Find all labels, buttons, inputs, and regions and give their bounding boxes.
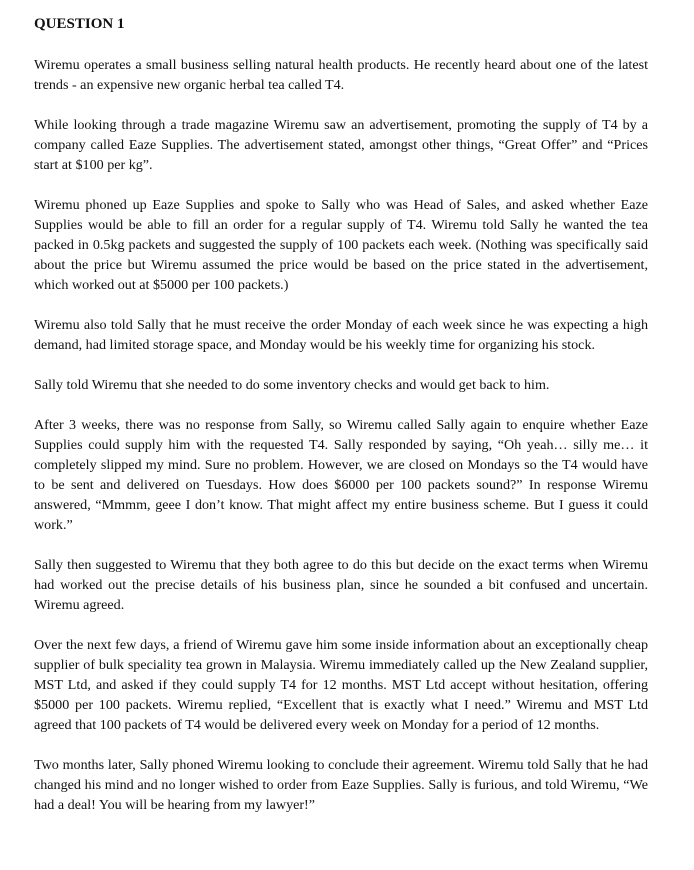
paragraph-intro: Wiremu operates a small business selling natural health products. He recently heard about one of the latest trends - an expensive new organic herbal tea called T4. xyxy=(34,57,648,93)
paragraph-second-call: After 3 weeks, there was no response from Sally, so Wiremu called Sally again to enquire whether Eaze Supplies could supply him with the requested T4. Sally responded by saying, “Oh yeah… silly me… it completely slipped my mind. Sure no problem. However, we are closed on Mondays so the T4 would have to be sent and delivered on Tuesdays. How does $6000 per 100 packets sound?” In response Wiremu answered, “Mmmm, geee I don’t know. That might affect my entire business scheme. But I guess it could work.” xyxy=(34,417,648,533)
question-heading: QUESTION 1 xyxy=(34,16,125,32)
paragraph-agreement-to-agree: Sally then suggested to Wiremu that they both agree to do this but decide on the exact terms when Wiremu had worked out the precise details of his business plan, since he sounded a bit confused and uncertain. Wiremu agreed. xyxy=(34,557,648,613)
paragraph-advertisement: While looking through a trade magazine Wiremu saw an advertisement, promoting the supply of T4 by a company called Eaze Supplies. The advertisement stated, amongst other things, “Great Offer” and “Prices start at $100 per kg”. xyxy=(34,117,648,173)
paragraph-mst-ltd: Over the next few days, a friend of Wiremu gave him some inside information about an exceptionally cheap supplier of bulk speciality tea grown in Malaysia. Wiremu immediately called up the New Zealand supplier, MST Ltd, and asked if they could supply T4 for 12 months. MST Ltd accept without hesitation, offering $5000 per 100 packets. Wiremu replied, “Excellent that is exactly what I need.” Wiremu and MST Ltd agreed that 100 packets of T4 would be delivered every week on Monday for a period of 12 months. xyxy=(34,637,648,733)
paragraph-inventory-checks: Sally told Wiremu that she needed to do some inventory checks and would get back to him. xyxy=(34,377,550,393)
document-page xyxy=(34,14,648,835)
paragraph-monday-delivery: Wiremu also told Sally that he must receive the order Monday of each week since he was expecting a high demand, had limited storage space, and Monday would be his weekly time for organizing his stock. xyxy=(34,317,648,353)
paragraph-first-call: Wiremu phoned up Eaze Supplies and spoke to Sally who was Head of Sales, and asked whether Eaze Supplies would be able to fill an order for a regular supply of T4. Wiremu told Sally he wanted the tea packed in 0.5kg packets and suggested the supply of 100 packets each week. (Nothing was specifically said about the price but Wiremu assumed the price would be based on the price stated in the advertisement, which worked out at $5000 per 100 packets.) xyxy=(34,197,648,293)
paragraph-conclusion: Two months later, Sally phoned Wiremu looking to conclude their agreement. Wiremu told Sally that he had changed his mind and no longer wished to order from Eaze Supplies. Sally is furious, and told Wiremu, “We had a deal! You will be hearing from my lawyer!” xyxy=(34,757,648,813)
